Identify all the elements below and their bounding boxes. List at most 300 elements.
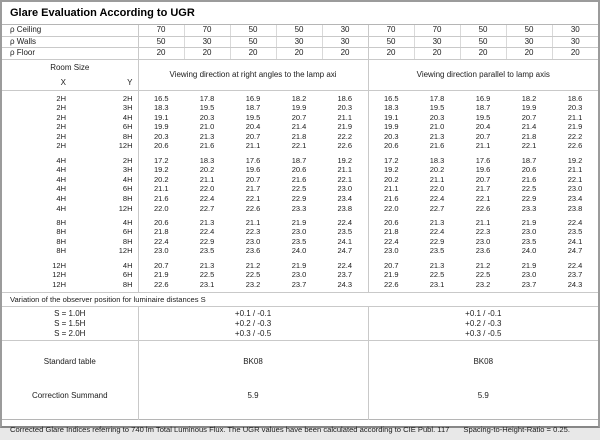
ugr-value: 16.5 (153, 93, 169, 103)
ugr-value: 24.0 (521, 246, 537, 256)
ugr-value: 23.7 (322, 270, 368, 280)
correction-summand-label: Correction Summand (2, 383, 138, 409)
ugr-value: 16.5 (383, 93, 399, 103)
ugr-value: 22.5 (521, 184, 537, 194)
ugr-row (2, 165, 598, 175)
ugr-value: 18.7 (521, 155, 537, 165)
ugr-value: 21.6 (153, 193, 169, 203)
ugr-value: 24.1 (322, 237, 368, 247)
ugr-value: 23.1 (199, 279, 215, 289)
ugr-value: 22.0 (199, 184, 215, 194)
variation-value: +0.3 / -0.5 (465, 328, 502, 338)
room-size-x: 12H (52, 260, 66, 270)
ugr-value: 22.7 (429, 203, 445, 213)
ugr-value: 21.2 (475, 260, 491, 270)
ugr-value: 22.6 (245, 203, 261, 213)
ugr-value: 23.5 (521, 236, 537, 246)
variation-s-labels (2, 307, 138, 341)
reflectance-value: 50 (230, 36, 276, 48)
ugr-value: 21.6 (199, 141, 215, 151)
reflectance-value: 20 (184, 48, 230, 60)
ugr-value: 23.7 (567, 270, 583, 280)
right-viewing-heading: Viewing direction parallel to lamp axis (368, 59, 598, 90)
room-size-x: 2H (56, 112, 66, 122)
ugr-row (2, 218, 598, 228)
room-size-y: 8H (71, 132, 138, 142)
ugr-value: 22.0 (429, 184, 445, 194)
ugr-value: 21.8 (291, 131, 307, 141)
ugr-value: 18.6 (322, 94, 368, 104)
ugr-value: 21.6 (521, 174, 537, 184)
footer-section (2, 420, 598, 440)
footer-ratio-text: Spacing-to-Height-Ratio = 0.25. (463, 425, 570, 435)
room-size-x: 12H (52, 270, 66, 280)
ugr-value: 21.1 (153, 184, 169, 194)
ugr-value: 21.9 (383, 270, 399, 280)
room-size-x: 2H (56, 141, 66, 151)
ugr-value: 20.3 (153, 131, 169, 141)
ugr-value: 21.3 (199, 217, 215, 227)
ugr-value: 22.9 (291, 193, 307, 203)
ugr-value: 23.5 (567, 227, 583, 237)
ugr-value: 21.3 (199, 260, 215, 270)
ugr-value: 17.8 (429, 93, 445, 103)
variation-values-right (368, 307, 598, 341)
reflectance-label: ρ Floor (2, 48, 138, 60)
ugr-value: 21.1 (567, 165, 583, 175)
ugr-value: 23.5 (322, 227, 368, 237)
ugr-value: 23.3 (291, 203, 307, 213)
ugr-value: 24.3 (322, 280, 368, 290)
ugr-value: 21.9 (291, 217, 307, 227)
ugr-value: 21.9 (153, 270, 169, 280)
ugr-value: 20.7 (291, 112, 307, 122)
ugr-value: 22.4 (567, 260, 583, 270)
ugr-value: 17.6 (245, 155, 261, 165)
ugr-value: 23.4 (322, 194, 368, 204)
correction-summand-value-left: 5.9 (138, 383, 368, 409)
ugr-value: 22.9 (521, 193, 537, 203)
ugr-value: 23.7 (521, 279, 537, 289)
left-viewing-heading: Viewing direction at right angles to the lamp axi (138, 59, 368, 90)
ugr-value: 21.3 (429, 217, 445, 227)
variation-s-label: S = 1.0H (54, 308, 86, 318)
ugr-value: 21.7 (245, 184, 261, 194)
room-size-x: 8H (56, 217, 66, 227)
room-size-y: 3H (71, 103, 138, 113)
ugr-value: 22.1 (567, 174, 583, 184)
ugr-value: 22.2 (322, 132, 368, 142)
room-size-x: 8H (56, 246, 66, 256)
ugr-value: 19.5 (429, 103, 445, 113)
ugr-value: 23.1 (429, 279, 445, 289)
ugr-value: 21.1 (429, 174, 445, 184)
ugr-value: 23.0 (291, 227, 307, 237)
ugr-value: 20.6 (291, 165, 307, 175)
room-size-x: 2H (56, 103, 66, 113)
ugr-value: 18.3 (199, 155, 215, 165)
reflectance-value: 30 (552, 25, 598, 36)
ugr-row (2, 204, 598, 214)
reflectance-value: 30 (322, 36, 368, 48)
ugr-value: 16.9 (475, 93, 491, 103)
ugr-value: 21.8 (383, 227, 399, 237)
room-size-y: 12H (71, 141, 138, 151)
ugr-value: 17.2 (153, 155, 169, 165)
ugr-value: 20.6 (383, 217, 399, 227)
ugr-value: 21.4 (291, 122, 307, 132)
variation-section (2, 293, 598, 341)
reflectance-value: 50 (368, 36, 414, 48)
standard-table-value-left: BK08 (138, 341, 368, 384)
ugr-value: 20.6 (383, 141, 399, 151)
ugr-value: 19.9 (153, 122, 169, 132)
ugr-value: 21.8 (521, 131, 537, 141)
reflectance-value: 20 (138, 48, 184, 60)
reflectance-value: 70 (184, 25, 230, 36)
ugr-value: 18.7 (245, 103, 261, 113)
ugr-value: 22.5 (291, 184, 307, 194)
ugr-value: 23.5 (291, 236, 307, 246)
ugr-value: 20.2 (199, 165, 215, 175)
reflectance-value: 30 (276, 36, 322, 48)
room-size-x: 4H (56, 193, 66, 203)
ugr-value: 21.4 (521, 122, 537, 132)
ugr-value: 23.8 (322, 204, 368, 214)
ugr-value: 18.2 (291, 93, 307, 103)
ugr-value: 22.4 (199, 193, 215, 203)
ugr-row (2, 270, 598, 280)
room-size-x: 8H (56, 236, 66, 246)
reflectance-value: 20 (322, 48, 368, 60)
ugr-value: 23.0 (322, 184, 368, 194)
ugr-value: 21.3 (429, 260, 445, 270)
reflectance-value: 30 (322, 25, 368, 36)
reflectance-value: 20 (552, 48, 598, 60)
ugr-value: 22.4 (383, 236, 399, 246)
ugr-value: 23.0 (291, 270, 307, 280)
ugr-row (2, 94, 598, 104)
ugr-value: 18.7 (475, 103, 491, 113)
reflectance-value: 30 (184, 36, 230, 48)
ugr-value: 19.9 (383, 122, 399, 132)
ugr-value: 18.3 (153, 103, 169, 113)
ugr-row (2, 237, 598, 247)
room-size-x: 12H (52, 279, 66, 289)
room-size-y: 2H (71, 94, 138, 104)
room-size-y: 12H (71, 246, 138, 256)
ugr-value: 21.1 (199, 174, 215, 184)
reflectance-value: 50 (506, 25, 552, 36)
ugr-value: 19.5 (245, 112, 261, 122)
room-size-y: 8H (71, 237, 138, 247)
variation-values-left (138, 307, 368, 341)
ugr-value: 21.1 (475, 217, 491, 227)
ugr-value: 20.7 (245, 131, 261, 141)
ugr-value: 22.6 (567, 141, 583, 151)
correction-summand-value-right: 5.9 (477, 391, 489, 401)
ugr-value: 22.2 (567, 131, 583, 141)
reflectance-value: 20 (276, 48, 322, 60)
ugr-value: 21.9 (521, 260, 537, 270)
ugr-value: 24.7 (322, 246, 368, 256)
ugr-value: 22.3 (475, 227, 491, 237)
room-size-y: 4H (71, 175, 138, 185)
ugr-value: 21.1 (245, 217, 261, 227)
ugr-value: 22.5 (199, 270, 215, 280)
room-size-label: Room Size (2, 59, 138, 75)
reflectance-label: ρ Walls (2, 36, 138, 48)
room-size-x: 4H (56, 155, 66, 165)
ugr-value: 23.5 (429, 246, 445, 256)
ugr-value: 22.6 (322, 141, 368, 151)
ugr-row (2, 246, 598, 256)
ugr-row (2, 141, 598, 151)
ugr-value: 22.4 (429, 193, 445, 203)
ugr-row (2, 261, 598, 271)
reflectance-value: 30 (552, 36, 598, 48)
reflectance-row (2, 36, 598, 48)
ugr-value: 21.1 (567, 112, 583, 122)
room-size-y: 6H (71, 122, 138, 132)
reflectance-value: 70 (138, 25, 184, 36)
ugr-row (2, 103, 598, 113)
room-size-x: 2H (56, 122, 66, 132)
ugr-value: 16.9 (245, 93, 261, 103)
ugr-value: 22.6 (475, 203, 491, 213)
reflectance-value: 50 (276, 25, 322, 36)
reflectance-value: 20 (230, 48, 276, 60)
ugr-value: 22.5 (429, 270, 445, 280)
ugr-value: 20.3 (322, 103, 368, 113)
reflectance-value: 50 (230, 25, 276, 36)
x-column-label: X (2, 75, 71, 91)
ugr-value: 20.7 (383, 260, 399, 270)
ugr-value: 21.9 (521, 217, 537, 227)
ugr-value: 21.9 (322, 122, 368, 132)
ugr-value: 21.9 (291, 260, 307, 270)
ugr-value: 23.5 (199, 246, 215, 256)
reflectance-value: 50 (460, 36, 506, 48)
room-size-y: 4H (71, 113, 138, 123)
ugr-value: 20.2 (153, 174, 169, 184)
ugr-value: 19.1 (383, 112, 399, 122)
ugr-value: 23.7 (291, 279, 307, 289)
variation-value: +0.1 / -0.1 (234, 308, 272, 318)
reflectance-value: 70 (414, 25, 460, 36)
ugr-value: 20.2 (429, 165, 445, 175)
summary-section (2, 341, 598, 420)
ugr-value: 20.7 (475, 174, 491, 184)
ugr-value: 23.4 (567, 193, 583, 203)
ugr-value: 17.2 (383, 155, 399, 165)
ugr-value: 21.1 (245, 141, 261, 151)
header-section (2, 59, 598, 90)
ugr-row (2, 194, 598, 204)
room-size-x: 2H (56, 131, 66, 141)
ugr-value: 18.6 (567, 93, 583, 103)
ugr-value: 20.3 (429, 112, 445, 122)
ugr-value: 22.9 (199, 236, 215, 246)
ugr-value: 22.1 (475, 193, 491, 203)
ugr-table (2, 25, 598, 440)
ugr-value: 22.7 (199, 203, 215, 213)
ugr-value: 20.7 (245, 174, 261, 184)
room-size-x: 4H (56, 203, 66, 213)
ugr-value: 23.0 (153, 246, 169, 256)
variation-s-label: S = 2.0H (54, 328, 86, 338)
ugr-value: 22.4 (429, 227, 445, 237)
ugr-row (2, 122, 598, 132)
correction-summand-row (2, 383, 598, 409)
room-size-x: 2H (56, 93, 66, 103)
reflectance-value: 50 (138, 36, 184, 48)
ugr-value: 20.6 (521, 165, 537, 175)
reflectance-value: 20 (368, 48, 414, 60)
ugr-value: 17.8 (199, 93, 215, 103)
room-size-x: 4H (56, 174, 66, 184)
ugr-value: 23.0 (567, 184, 583, 194)
ugr-value: 19.6 (245, 165, 261, 175)
ugr-row (2, 175, 598, 185)
ugr-value: 22.0 (153, 203, 169, 213)
reflectance-value: 20 (460, 48, 506, 60)
ugr-value: 23.2 (245, 279, 261, 289)
ugr-value: 19.9 (291, 103, 307, 113)
ugr-value: 19.2 (322, 156, 368, 166)
room-size-y: 4H (71, 261, 138, 271)
room-size-y: 6H (71, 270, 138, 280)
ugr-value: 20.7 (521, 112, 537, 122)
ugr-row (2, 184, 598, 194)
ugr-value: 20.4 (475, 122, 491, 132)
room-size-y: 12H (71, 204, 138, 214)
ugr-value: 20.3 (199, 112, 215, 122)
ugr-value: 22.4 (322, 218, 368, 228)
ugr-value: 23.2 (475, 279, 491, 289)
variation-value: +0.3 / -0.5 (234, 328, 272, 338)
reflectance-value: 30 (506, 36, 552, 48)
variation-value: +0.2 / -0.3 (234, 318, 272, 328)
ugr-value: 21.1 (322, 113, 368, 123)
reflectance-row (2, 25, 598, 36)
reflectance-row (2, 48, 598, 60)
footer-note (2, 420, 598, 440)
standard-table-value-right: BK08 (473, 357, 494, 367)
ugr-value: 22.6 (153, 279, 169, 289)
ugr-value: 18.3 (383, 103, 399, 113)
ugr-value: 22.6 (383, 279, 399, 289)
room-size-y: 4H (71, 218, 138, 228)
ugr-value: 23.3 (521, 203, 537, 213)
ugr-value: 18.2 (521, 93, 537, 103)
ugr-value: 24.3 (567, 279, 583, 289)
ugr-value: 20.6 (153, 141, 169, 151)
ugr-value: 22.4 (567, 217, 583, 227)
room-size-x: 8H (56, 227, 66, 237)
reflectance-value: 50 (460, 25, 506, 36)
ugr-value: 20.3 (567, 103, 583, 113)
ugr-value: 19.9 (521, 103, 537, 113)
ugr-value: 22.1 (521, 141, 537, 151)
reflectance-label: ρ Ceiling (2, 25, 138, 36)
ugr-value: 21.9 (567, 122, 583, 132)
spacer-row (2, 409, 598, 420)
ugr-value: 21.6 (291, 174, 307, 184)
variation-value: +0.1 / -0.1 (465, 308, 502, 318)
ugr-value: 23.0 (245, 236, 261, 246)
ugr-value: 24.0 (291, 246, 307, 256)
ugr-value: 23.0 (475, 236, 491, 246)
ugr-value: 21.6 (429, 141, 445, 151)
variation-s-label: S = 1.5H (54, 318, 86, 328)
ugr-value: 21.1 (322, 165, 368, 175)
standard-table-row (2, 341, 598, 384)
variation-heading: Variation of the observer position for luminaire distances S (2, 293, 598, 307)
ugr-row (2, 113, 598, 123)
ugr-value: 21.2 (245, 260, 261, 270)
y-column-label: Y (71, 75, 138, 91)
ugr-value: 22.3 (245, 227, 261, 237)
ugr-value: 23.0 (521, 270, 537, 280)
room-size-y: 8H (71, 194, 138, 204)
ugr-value: 22.1 (291, 141, 307, 151)
ugr-value: 21.1 (475, 141, 491, 151)
reflectance-value: 30 (414, 36, 460, 48)
ugr-value: 21.3 (199, 131, 215, 141)
ugr-value: 21.6 (383, 193, 399, 203)
ugr-value: 19.5 (475, 112, 491, 122)
ugr-values-section (2, 90, 598, 293)
ugr-value: 22.4 (322, 261, 368, 271)
reflectance-value: 20 (506, 48, 552, 60)
ugr-row (2, 227, 598, 237)
page-title: Glare Evaluation According to UGR (2, 2, 598, 25)
room-size-x: 4H (56, 184, 66, 194)
ugr-value: 20.3 (383, 131, 399, 141)
ugr-value: 21.7 (475, 184, 491, 194)
ugr-value: 17.6 (475, 155, 491, 165)
room-size-y: 6H (71, 227, 138, 237)
room-size-y: 8H (71, 280, 138, 290)
ugr-value: 20.6 (153, 217, 169, 227)
ugr-value: 22.1 (245, 193, 261, 203)
reflectance-value: 20 (414, 48, 460, 60)
ugr-row (2, 156, 598, 166)
variation-value: +0.2 / -0.3 (465, 318, 502, 328)
ugr-value: 24.7 (567, 246, 583, 256)
room-size-y: 2H (71, 156, 138, 166)
ugr-value: 23.0 (383, 246, 399, 256)
room-size-y: 6H (71, 184, 138, 194)
footer-note-text: Corrected Glare Indices referring to 740 lm Total Luminous Flux. The UGR values have been calculated according to CIE Publ. 117 (10, 425, 450, 435)
ugr-value: 21.0 (429, 122, 445, 132)
ugr-value: 21.1 (383, 184, 399, 194)
ugr-value: 23.0 (521, 227, 537, 237)
ugr-value: 19.1 (153, 112, 169, 122)
ugr-value: 22.4 (199, 227, 215, 237)
ugr-value: 21.3 (429, 131, 445, 141)
reflectance-value: 70 (368, 25, 414, 36)
ugr-value: 22.0 (383, 203, 399, 213)
ugr-value: 22.4 (153, 236, 169, 246)
ugr-row (2, 280, 598, 290)
ugr-value: 20.4 (245, 122, 261, 132)
ugr-value: 19.2 (567, 155, 583, 165)
ugr-value: 19.2 (383, 165, 399, 175)
ugr-value: 22.5 (245, 270, 261, 280)
ugr-value: 22.1 (322, 175, 368, 185)
